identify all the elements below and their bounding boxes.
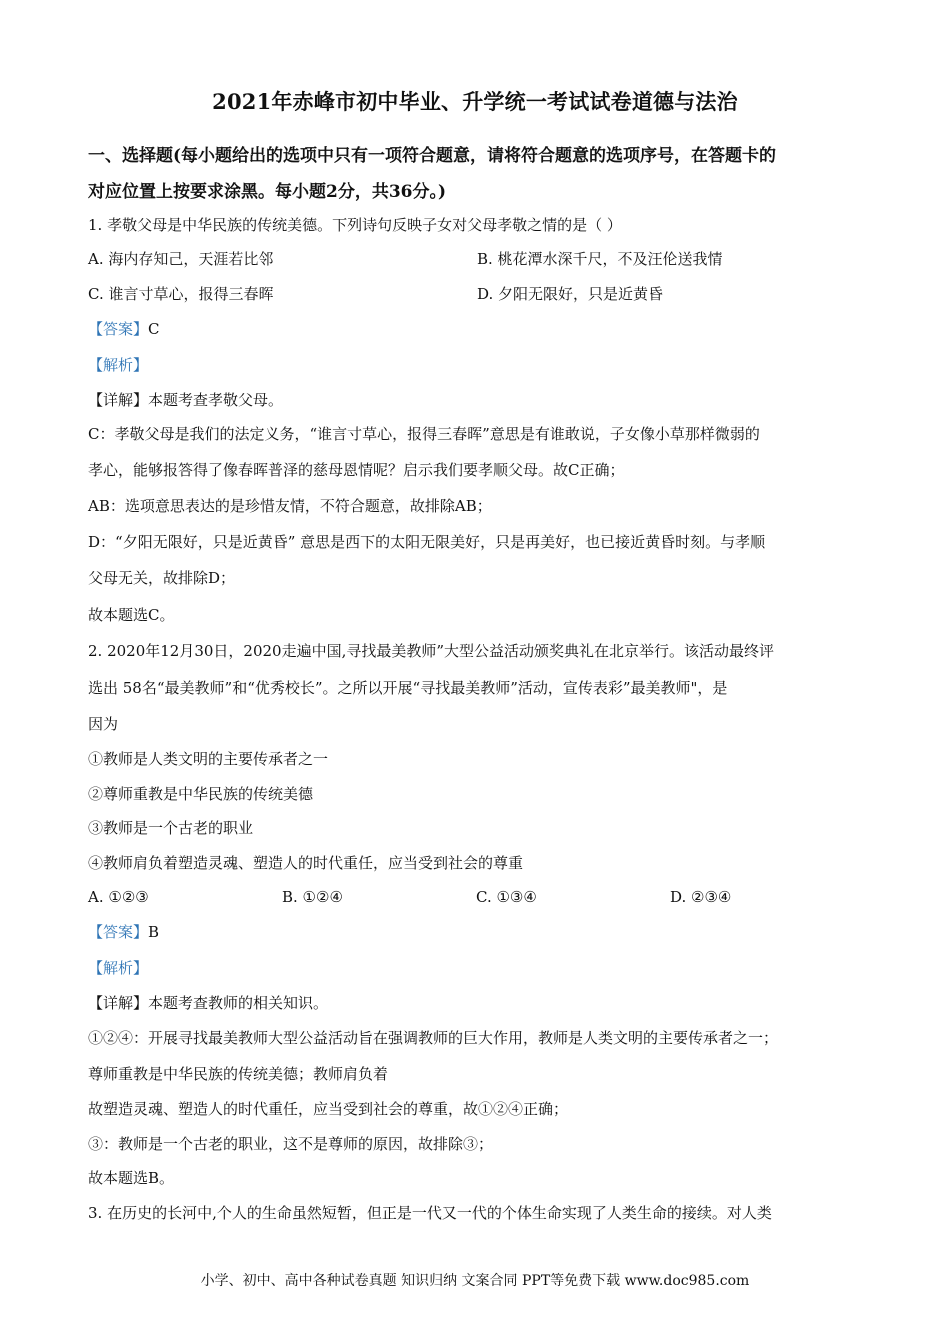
q2-option-c: C. ①③④ <box>476 888 537 906</box>
q1-stem: 1. 孝敬父母是中华民族的传统美德。下列诗句反映子女对父母孝敬之情的是（ ） <box>88 216 622 234</box>
q2-explanation-line: 故塑造灵魂、塑造人的时代重任，应当受到社会的尊重，故①②④正确； <box>88 1100 569 1118</box>
q2-answer <box>88 922 159 942</box>
q2-option-d: D. ②③④ <box>670 888 732 906</box>
q1-analysis-tag: 【解析】 <box>88 356 149 374</box>
q1-explanation-line: C：孝敬父母是我们的法定义务，“谁言寸草心，报得三春晖”意思是有谁敢说，子女像小草那样微弱的 <box>88 425 760 443</box>
q2-stem-line: 因为 <box>88 715 119 733</box>
page-title: 2021年赤峰市初中毕业、升学统一考试试卷道德与法治 <box>212 89 738 114</box>
q2-explanation-line: 尊师重教是中华民族的传统美德；教师肩负着 <box>88 1065 389 1083</box>
q1-answer <box>88 319 160 339</box>
q1-option-a: A. 海内存知己，天涯若比邻 <box>88 250 274 268</box>
q1-explanation-line: D：“夕阳无限好，只是近黄昏” 意思是西下的太阳无限美好，只是再美好，也已接近黄昏时刻。与孝顺 <box>88 533 766 551</box>
q1-detail: 【详解】本题考查孝敬父母。 <box>88 391 284 409</box>
answer-value: C <box>148 320 160 338</box>
q1-option-c: C. 谁言寸草心，报得三春晖 <box>88 285 274 303</box>
q2-item: ③教师是一个古老的职业 <box>88 819 254 837</box>
answer-tag: 【答案】 <box>88 320 149 338</box>
q1-option-d: D. 夕阳无限好，只是近黄昏 <box>477 285 664 303</box>
q1-explanation-line: 父母无关，故排除D； <box>88 569 236 587</box>
q2-item: ①教师是人类文明的主要传承者之一 <box>88 750 329 768</box>
q2-option-a: A. ①②③ <box>88 888 149 906</box>
answer-tag: 【答案】 <box>88 923 149 941</box>
q1-explanation-line: 孝心，能够报答得了像春晖普泽的慈母恩情呢？启示我们要孝顺父母。故C正确； <box>88 461 625 479</box>
section-heading-line2: 对应位置上按要求涂黑。每小题2分，共36分。) <box>88 182 447 202</box>
q3-stem-line: 3. 在历史的长河中,个人的生命虽然短暂，但正是一代又一代的个体生命实现了人类生命的接续。对人类 <box>88 1204 772 1222</box>
q2-explanation-line: 故本题选B。 <box>88 1169 175 1187</box>
q2-stem-line: 选出 58名“最美教师”和“优秀校长”。之所以开展“寻找最美教师”活动，宣传表彩”最美教师"，是 <box>88 679 728 697</box>
q2-option-b: B. ①②④ <box>282 888 343 906</box>
q2-explanation-line: ③：教师是一个古老的职业，这不是尊师的原因，故排除③； <box>88 1135 494 1153</box>
q2-detail: 【详解】本题考查教师的相关知识。 <box>88 994 329 1012</box>
q2-analysis-tag: 【解析】 <box>88 959 149 977</box>
answer-value: B <box>148 923 160 941</box>
q2-stem-line: 2. 2020年12月30日，2020走遍中国,寻找最美教师”大型公益活动颁奖典礼在北京举行。该活动最终评 <box>88 642 775 660</box>
page-footer: 小学、初中、高中各种试卷真题 知识归纳 文案合同 PPT等免费下载 www.doc985.com <box>200 1273 750 1289</box>
q2-item: ④教师肩负着塑造灵魂、塑造人的时代重任，应当受到社会的尊重 <box>88 854 524 872</box>
q2-item: ②尊师重教是中华民族的传统美德 <box>88 785 314 803</box>
q2-explanation-line: ①②④：开展寻找最美教师大型公益活动旨在强调教师的巨大作用，教师是人类文明的主要传承者之一； <box>88 1029 779 1047</box>
section-heading-line1: 一、选择题(每小题给出的选项中只有一项符合题意，请将符合题意的选项序号，在答题卡的 <box>88 146 777 166</box>
q1-option-b: B. 桃花潭水深千尺，不及汪伦送我情 <box>477 250 723 268</box>
q1-explanation-line: 故本题选C。 <box>88 606 175 624</box>
q1-explanation-line: AB：选项意思表达的是珍惜友情，不符合题意，故排除AB； <box>88 497 492 515</box>
